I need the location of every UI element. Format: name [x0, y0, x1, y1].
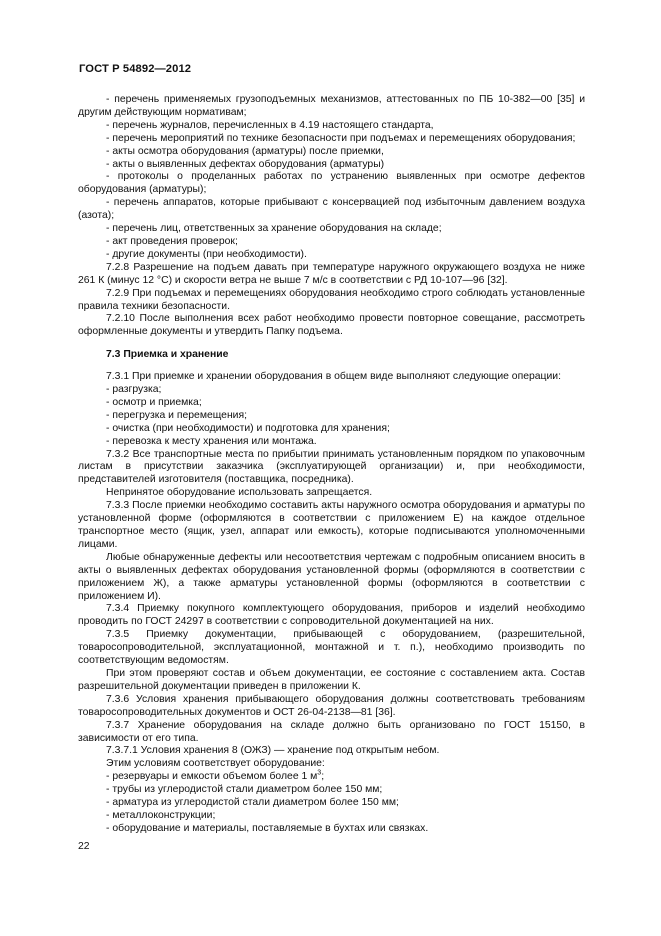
paragraph: - трубы из углеродистой стали диаметром более 150 мм;: [106, 784, 383, 796]
paragraph: - перегрузка и перемещения;: [106, 409, 248, 421]
document-body: [78, 94, 585, 836]
paragraph: 7.3.1 При приемке и хранении оборудования в общем виде выполняют следующие операции:: [106, 371, 561, 383]
paragraph: 7.2.8 Разрешение на подъем давать при температуре наружного окружающего воздуха не ниже 261 К (минус 12 °С) и скорости ветра не выше 7 м/с в соответствии с РД 10-107—96 [32].: [78, 261, 585, 286]
paragraph: 7.3.4 Приемку покупного комплектующего оборудования, приборов и изделий необходимо проводить по ГОСТ 24297 в соответствии с сопроводительной документацией на них.: [78, 603, 585, 628]
paragraph: - перечень журналов, перечисленных в 4.19 настоящего стандарта,: [106, 119, 434, 131]
paragraph: - разгрузка;: [106, 384, 162, 396]
paragraph: 7.2.10 После выполнения всех работ необходимо провести повторное совещание, рассмотреть оформленные документы и утвердить Папку подъема.: [78, 313, 585, 338]
document-header: ГОСТ Р 54892—2012: [79, 63, 192, 75]
paragraph: - очистка (при необходимости) и подготовка для хранения;: [106, 422, 390, 434]
page-number: 22: [78, 841, 90, 852]
paragraph: 7.3.6 Условия хранения прибывающего оборудования должны соответствовать требованиям товаросопроводительных документов и ОСТ 26-04-2138—81 [36].: [78, 693, 585, 718]
paragraph: - другие документы (при необходимости).: [106, 248, 307, 260]
paragraph: 7.2.9 При подъемах и перемещениях оборудования необходимо строго соблюдать установленные правила техники безопасности.: [78, 287, 585, 312]
paragraph: - перечень мероприятий по технике безопасности при подъемах и перемещениях оборудования;: [106, 132, 576, 144]
paragraph: Этим условиям соответствует оборудование:: [106, 758, 325, 770]
paragraph: - перечень лиц, ответственных за хранение оборудования на складе;: [106, 223, 442, 235]
paragraph: 7.3.7 Хранение оборудования на складе должно быть организовано по ГОСТ 15150, в зависимости от его типа.: [78, 719, 585, 744]
paragraph: - перечень применяемых грузоподъемных механизмов, аттестованных по ПБ 10-382—00 [35] и другим действующим нормативам;: [78, 94, 585, 118]
paragraph: - оборудование и материалы, поставляемые в бухтах или связках.: [106, 822, 429, 834]
paragraph: 7.3.2 Все транспортные места по прибытии принимать установленным порядком по упаковочным листам в присутствии заказчика (эксплуатирующей организации) и, при необходимости, представителей изготовителя (поставщика, посредника).: [78, 448, 585, 486]
paragraph: - перечень аппаратов, которые прибывают с консервацией под избыточным давлением воздуха (азота);: [78, 197, 585, 222]
paragraph: - резервуары и емкости объемом более 1 $м^3$;: [106, 769, 325, 783]
paragraph: 7.3.7.1 Условия хранения 8 (ОЖЗ) — хранение под открытым небом.: [106, 745, 440, 757]
paragraph: - осмотр и приемка;: [106, 396, 202, 408]
paragraph: Любые обнаруженные дефекты или несоответствия чертежам с подробным описанием вносить в акты о выявленных дефектах оборудования установленной формы (оформляются в соответствии с приложением Ж), а также арматуры установленной формы (оформляются в соответствии с приложением И).: [78, 551, 585, 602]
paragraph: При этом проверяют состав и объем документации, ее состояние с составлением акта. Состав разрешительной документации приведен в приложении К.: [78, 667, 585, 692]
paragraph: - перевозка к месту хранения или монтажа.: [106, 435, 317, 447]
paragraph: - металлоконструкции;: [106, 809, 216, 821]
paragraph: 7.3.5 Приемку документации, прибывающей с оборудованием, (разрешительной, товаросопроводительной, эксплуатационной, монтажной и т. п.), необходимо производить по соответствующим ведомостям.: [78, 629, 585, 667]
paragraph: - акт проведения проверок;: [106, 235, 238, 247]
paragraph: 7.3.3 После приемки необходимо составить акты наружного осмотра оборудования и арматуры по установленной форме (оформляются в соответствии с приложением Е) на каждое отдельное транспортное место (ящик, узел, аппарат или емкость), которые подписываются уполномоченными лицами.: [78, 500, 585, 550]
paragraph: Непринятое оборудование использовать запрещается.: [106, 487, 373, 499]
section-heading: 7.3 Приемка и хранение: [106, 349, 229, 361]
paragraph: - арматура из углеродистой стали диаметром более 150 мм;: [106, 797, 399, 809]
paragraph: - акты осмотра оборудования (арматуры) после приемки,: [106, 145, 384, 157]
paragraph: - протоколы о проделанных работах по устранению выявленных при осмотре дефектов оборудования (арматуры);: [78, 171, 585, 196]
paragraph: - акты о выявленных дефектах оборудования (арматуры): [106, 158, 385, 170]
